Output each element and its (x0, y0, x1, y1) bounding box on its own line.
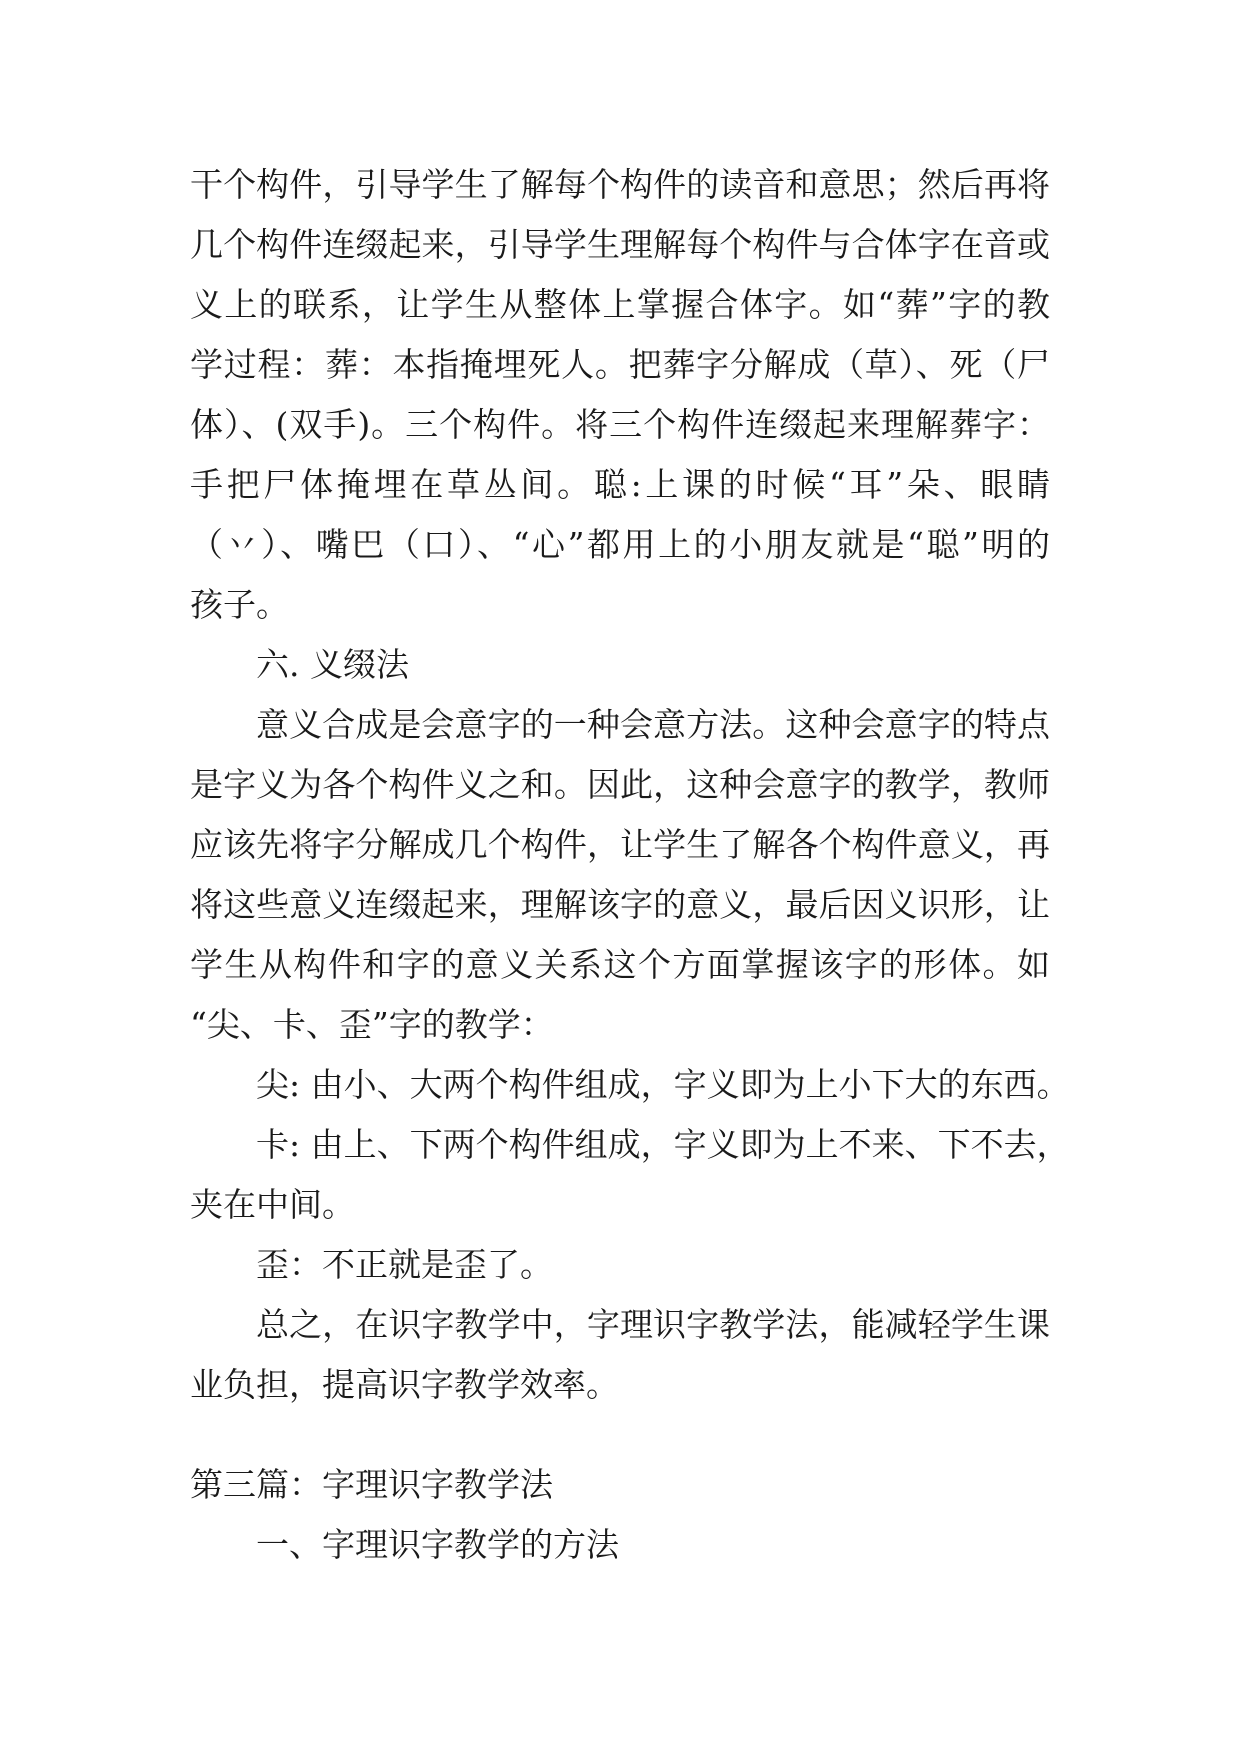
text-line: 尖: 由小、大两个构件组成，字义即为上小下大的东西。 (256, 1065, 1070, 1104)
text-line: 学生从构件和字的意义关系这个方面掌握该字的形体。如 (190, 945, 1050, 984)
text-line: 体）、(双手)。三个构件。将三个构件连缀起来理解葬字： (190, 405, 1050, 444)
section-heading: 六. 义缀法 (256, 645, 409, 684)
text-line: 歪：不正就是歪了。 (256, 1245, 553, 1284)
text-line: 孩子。 (190, 585, 289, 624)
text-line: 手把尸体掩埋在草丛间。聪:上课的时候“耳”朵、眼睛 (190, 465, 1050, 504)
text-line: 几个构件连缀起来，引导学生理解每个构件与合体字在音或 (190, 225, 1050, 264)
text-line: 干个构件，引导学生了解每个构件的读音和意思；然后再将 (190, 165, 1050, 204)
text-line: （丷）、嘴巴（口）、“心”都用上的小朋友就是“聪”明的 (190, 525, 1050, 564)
text-line: 意义合成是会意字的一种会意方法。这种会意字的特点 (256, 705, 1050, 744)
text-line: 总之，在识字教学中，字理识字教学法，能减轻学生课 (256, 1305, 1050, 1344)
text-line: 卡: 由上、下两个构件组成，字义即为上不来、下不去， (256, 1125, 1070, 1164)
text-line: “尖、卡、歪”字的教学： (190, 1005, 554, 1044)
chapter-heading: 第三篇：字理识字教学法 (190, 1465, 553, 1504)
text-line: 将这些意义连缀起来，理解该字的意义，最后因义识形，让 (190, 885, 1050, 924)
text-line: 义上的联系，让学生从整体上掌握合体字。如“葬”字的教 (190, 285, 1050, 324)
text-line: 学过程：葬：本指掩埋死人。把葬字分解成（草）、死（尸 (190, 345, 1050, 384)
text-line: 应该先将字分解成几个构件，让学生了解各个构件意义，再 (190, 825, 1050, 864)
text-line: 业负担，提高识字教学效率。 (190, 1365, 619, 1404)
section-heading: 一、字理识字教学的方法 (256, 1525, 619, 1564)
text-line: 夹在中间。 (190, 1185, 355, 1224)
text-line: 是字义为各个构件义之和。因此，这种会意字的教学，教师 (190, 765, 1050, 804)
